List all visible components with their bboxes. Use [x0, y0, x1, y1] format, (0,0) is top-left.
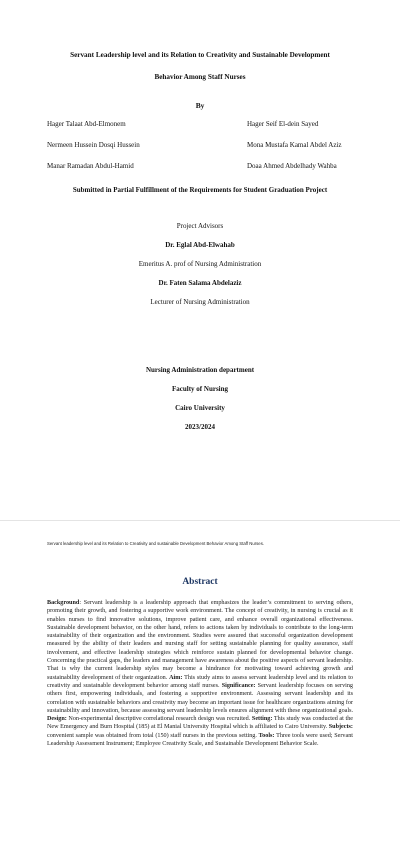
author-row	[47, 162, 367, 183]
author-name: Manar Ramadan Abdul-Hamid	[47, 162, 134, 170]
tools-text: Three tools were used; Servant Leadership Assessment Instrument; Employee Creativity Scale, and Sustainable Development Behavior Scale.	[47, 732, 353, 748]
advisors-label: Project Advisors	[176, 222, 224, 230]
by-label: By	[195, 101, 205, 110]
abstract-body	[47, 599, 353, 748]
subjects-label: Subjects:	[328, 724, 353, 731]
significance-label: Significance:	[221, 682, 256, 689]
authors-list	[47, 120, 367, 183]
title-line-2: Behavior Among Staff Nurses	[154, 73, 246, 81]
author-row	[47, 141, 367, 162]
aim-label: Aim:	[169, 674, 183, 681]
academic-year: 2023/2024	[185, 423, 215, 431]
advisor-name: Dr. Eglal Abd-Elwahab	[165, 241, 235, 249]
abstract-heading: Abstract	[182, 577, 218, 587]
advisor-title: Emeritus A. prof of Nursing Administration	[138, 260, 262, 268]
author-name: Hager Talaat Abd-Elmonem	[47, 120, 126, 128]
author-row	[47, 120, 367, 141]
design-label: Design:	[47, 716, 67, 723]
running-head: Servant leadership level and its Relation to Creativity and sustainable Development Behavior Among Staff Nurses.	[47, 541, 265, 546]
author-name: Mona Mustafa Kamal Abdel Aziz	[247, 141, 342, 149]
institution-block	[0, 366, 400, 442]
thesis-title	[30, 44, 370, 88]
setting-text: This study was conducted at the New Emergency and Burn Hospital (185) at El Manial University Hospital which is affiliated to Cairo University.	[47, 716, 353, 731]
department-name: Nursing Administration department	[145, 366, 255, 374]
submission-statement: Submitted in Partial Fulfillment of the Requirements for Student Graduation Project	[72, 186, 328, 194]
author-name: Nermeen Hussein Dosqi Hussein	[47, 141, 140, 149]
background-text: : Servant leadership is a leadership approach that emphasizes the leader’s commitment to serving others, promoting their growth, and fostering a supportive work environment. The concept of creativity, in nursing is crucial as it enables nurses to find innovative solutions, improve patient care, and enhance overall organizational effectiveness. Sustainable development behavior, on the other hand, refers to actions taken by individuals to contribute to the long-term sustainability of their organization and the environment. Studies were assured that successful organization development measured by the ability of their leaders and nursing staff for setting sustainable planning for quality assurance, staff involvement, and effective leadership strategies which reinforce sustain planned for developmental behavior change. Concerning the practical gaps, the leaders and management have awareness about the positive aspects of servant leadership. That is why the current leadership styles may become a hindrance for motivating toward achieving growth and sustainability development of their organization.	[47, 600, 353, 681]
title-line-1: Servant Leadership level and its Relation to Creativity and Sustainable Development	[70, 51, 330, 59]
faculty-name: Faculty of Nursing	[172, 385, 228, 393]
aim-text: This study aims to assess servant leadership level and its relation to creativity and sustainable development behavior among staff nurses.	[47, 674, 353, 689]
page-divider	[0, 520, 400, 521]
tools-label: Tools:	[258, 732, 275, 739]
advisor-name: Dr. Faten Salama Abdelaziz	[158, 279, 242, 287]
advisors-block	[0, 222, 400, 317]
author-name: Hager Seif El-dein Sayed	[247, 120, 319, 128]
significance-text: Servant leadership focuses on serving others first, empowering individuals, and fostering a supportive environment. Assessing servant leadership and its correlation with sustainable behaviors and creativity may become an important issue for healthcare organizations aiming for sustainability and innovation, because assessing servant leadership levels ensures alignment with these organizational goals.	[47, 682, 353, 714]
background-label: Background	[47, 600, 80, 606]
advisor-title: Lecturer of Nursing Administration	[150, 298, 250, 306]
subjects-text: convenient sample was obtained from total (150) staff nurses in the previous setting.	[47, 732, 257, 739]
author-name: Doaa Ahmed Abdelhady Wahba	[247, 162, 337, 170]
setting-label: Setting:	[251, 716, 273, 723]
university-name: Cairo University	[175, 404, 225, 412]
design-text: Non-experimental descriptive correlational research design was recruited.	[66, 716, 251, 723]
